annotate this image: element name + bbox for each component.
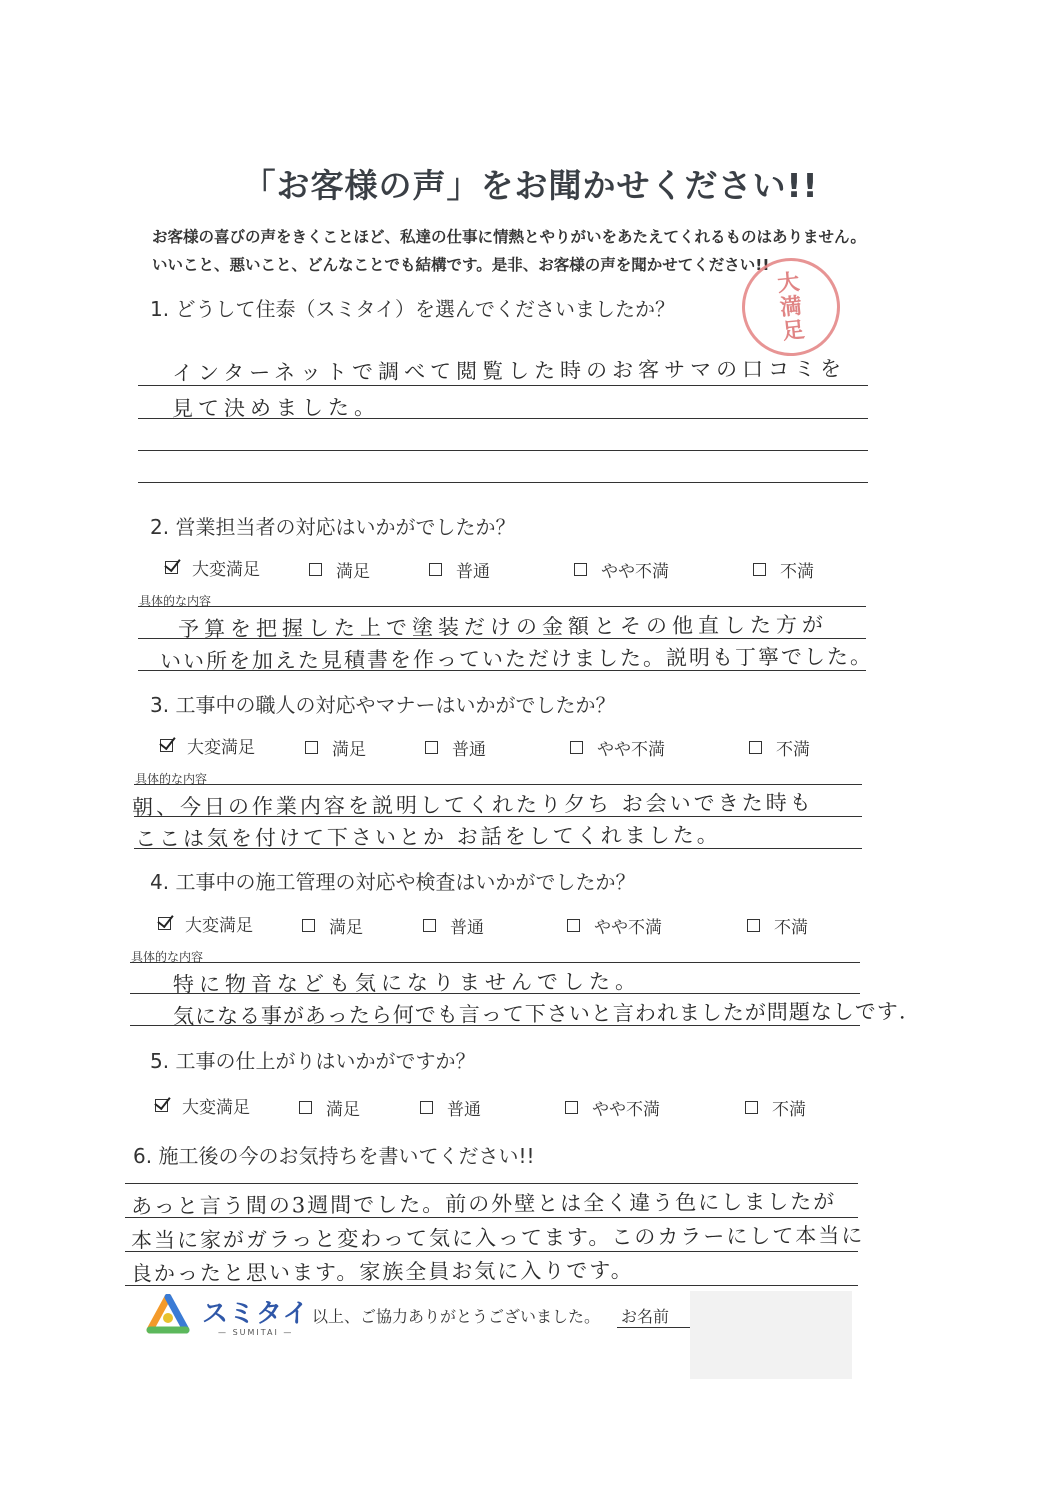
answer-rule	[130, 962, 860, 963]
company-logo	[142, 1293, 309, 1337]
checkbox[interactable]	[565, 1101, 578, 1114]
checkbox[interactable]	[420, 1101, 433, 1114]
question-6-label: 6. 施工後の今のお気持ちを書いてください!!	[133, 1144, 535, 1168]
answer-rule	[134, 848, 862, 849]
name-underline	[617, 1327, 693, 1328]
question-2-label: 2. 営業担当者の対応はいかがでしたか？	[150, 515, 516, 539]
question-2-answer-line-1: 予算を把握した上で塗装だけの金額とその他直した方が	[177, 612, 829, 642]
detail-label: 具体的な内容	[139, 594, 212, 608]
q2-option-normal[interactable]: 普通	[429, 557, 490, 582]
answer-rule	[134, 784, 862, 785]
q2-option-satisfied[interactable]: 満足	[309, 557, 370, 582]
question-1-answer-line-1: インターネットで調べて閲覧した時のお客サマの口コミを	[171, 356, 847, 386]
question-4-answer-line-1: 特に物音なども気になりませんでした。	[172, 969, 642, 997]
checkbox[interactable]	[299, 1101, 312, 1114]
answer-rule	[134, 816, 862, 817]
q5-option-satisfied[interactable]: 満足	[299, 1095, 360, 1120]
question-5-label: 5. 工事の仕上がりはいかがですか？	[150, 1049, 476, 1073]
footer-thanks: 以上、ご協力ありがとうございました。	[312, 1307, 601, 1326]
page-title: 「お客様の声」をお聞かせください!!	[242, 166, 819, 205]
q4-option-satisfied[interactable]: 満足	[302, 913, 363, 938]
intro-line-2: いいこと、悪いこと、どんなことでも結構です。是非、お客様の声を聞かせてください!!	[152, 256, 770, 274]
q2-option-very-satisfied[interactable]: 大変満足	[165, 555, 260, 580]
answer-rule	[125, 1183, 858, 1184]
answer-rule	[125, 1251, 858, 1252]
q5-option-normal[interactable]: 普通	[420, 1095, 481, 1120]
answer-rule	[130, 993, 860, 994]
answer-rule	[138, 482, 868, 483]
detail-label: 具体的な内容	[131, 950, 204, 964]
answer-rule	[138, 606, 866, 607]
q3-option-normal[interactable]: 普通	[425, 735, 486, 760]
q2-option-dissatisfied[interactable]: 不満	[753, 557, 814, 582]
question-1-answer-line-2: 見て決めました。	[171, 395, 381, 421]
answer-rule	[138, 385, 868, 386]
checkbox[interactable]	[429, 563, 442, 576]
answer-rule	[130, 1025, 860, 1026]
checkbox[interactable]	[567, 919, 580, 932]
answer-rule	[125, 1285, 858, 1286]
question-3-answer-line-2: ここは気を付けて下さいとか お話をしてくれました。	[134, 822, 721, 852]
q3-option-dissatisfied[interactable]: 不満	[749, 735, 810, 760]
q5-option-very-satisfied[interactable]: 大変満足	[155, 1093, 250, 1118]
checkbox-checked[interactable]	[155, 1099, 168, 1112]
question-4-answer-line-2: 気になる事があったら何でも言って下さいと言われましたが問題なしです.	[172, 999, 907, 1029]
question-6-answer-line-1: あっと言う間の3週間でした。前の外壁とは全く違う色にしましたが	[130, 1189, 837, 1219]
checkbox[interactable]	[747, 919, 760, 932]
checkbox[interactable]	[749, 741, 762, 754]
question-6-answer-line-3: 良かったと思います。家族全員お気に入りです。	[130, 1258, 634, 1286]
checkbox-checked[interactable]	[158, 917, 171, 930]
question-6-answer-line-2: 本当に家がガラっと変わって気に入ってます。このカラーにして本当に	[130, 1223, 865, 1253]
checkbox[interactable]	[570, 741, 583, 754]
name-redaction-box	[690, 1291, 852, 1379]
name-label: お名前	[621, 1307, 670, 1326]
detail-label: 具体的な内容	[135, 772, 208, 786]
q5-option-dissatisfied[interactable]: 不満	[745, 1095, 806, 1120]
q3-option-very-satisfied[interactable]: 大変満足	[160, 733, 255, 758]
answer-rule	[138, 450, 868, 451]
checkbox[interactable]	[574, 563, 587, 576]
intro-line-1: お客様の喜びの声をきくことほど、私達の仕事に情熱とやりがいをあたえてくれるものはありません。	[152, 228, 866, 246]
checkbox[interactable]	[745, 1101, 758, 1114]
logo-wordmark: スミタイ	[202, 1299, 310, 1329]
checkbox[interactable]	[309, 563, 322, 576]
answer-rule	[138, 670, 866, 671]
q5-option-somewhat-dissatisfied[interactable]: やや不満	[565, 1095, 660, 1120]
question-3-answer-line-1: 朝、今日の作業内容を説明してくれたり夕ち お会いできた時も	[131, 790, 814, 820]
checkbox-checked[interactable]	[160, 739, 173, 752]
checkbox[interactable]	[423, 919, 436, 932]
q3-option-satisfied[interactable]: 満足	[305, 735, 366, 760]
q3-option-somewhat-dissatisfied[interactable]: やや不満	[570, 735, 665, 760]
answer-rule	[138, 638, 866, 639]
q4-option-dissatisfied[interactable]: 不満	[747, 913, 808, 938]
logo-subtitle: — SUMITAI —	[218, 1328, 294, 1337]
stamp-text: 大 満 足	[776, 269, 806, 345]
checkbox[interactable]	[305, 741, 318, 754]
answer-rule	[125, 1217, 858, 1218]
checkbox-checked[interactable]	[165, 561, 178, 574]
triangle-logo-icon	[142, 1294, 194, 1336]
question-1-label: 1. どうして住泰（スミタイ）を選んでくださいましたか？	[150, 297, 676, 321]
checkbox[interactable]	[425, 741, 438, 754]
checkbox[interactable]	[302, 919, 315, 932]
checkbox[interactable]	[753, 563, 766, 576]
q4-option-somewhat-dissatisfied[interactable]: やや不満	[567, 913, 662, 938]
question-4-label: 4. 工事中の施工管理の対応や検査はいかがでしたか？	[150, 870, 636, 894]
q2-option-somewhat-dissatisfied[interactable]: やや不満	[574, 557, 669, 582]
q4-option-very-satisfied[interactable]: 大変満足	[158, 911, 253, 936]
question-2-answer-line-2: いい所を加えた見積書を作っていただけました。説明も丁寧でした。	[159, 644, 874, 674]
question-3-label: 3. 工事中の職人の対応やマナーはいかがでしたか？	[150, 693, 616, 717]
q4-option-normal[interactable]: 普通	[423, 913, 484, 938]
answer-rule	[138, 418, 868, 419]
